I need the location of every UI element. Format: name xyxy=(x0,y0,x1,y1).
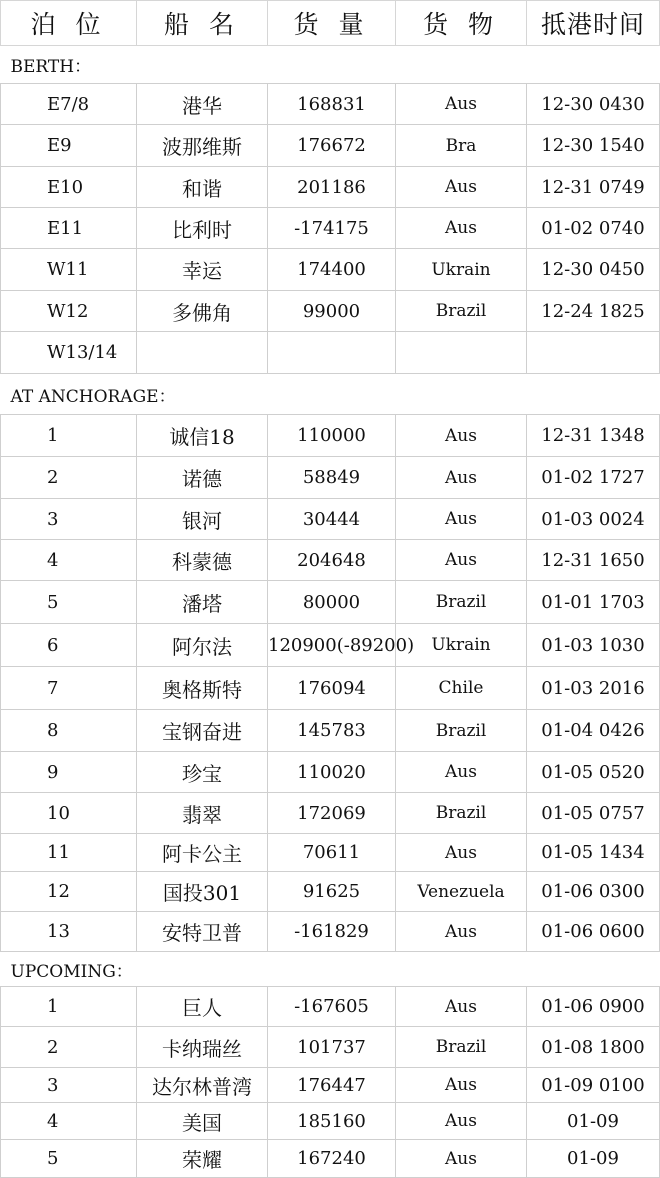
cargo-cell: Aus xyxy=(396,499,527,540)
ship-name-cell: 幸运 xyxy=(137,249,268,291)
quantity-cell: 58849 xyxy=(268,457,396,499)
berth-cell: 2 xyxy=(1,1027,137,1068)
table-row xyxy=(1,1068,660,1103)
ship-name-cell: 巨人 xyxy=(137,987,268,1027)
header-cargo: 货 物 xyxy=(396,1,527,46)
berth-cell: 7 xyxy=(1,667,137,710)
berth-cell: 1 xyxy=(1,987,137,1027)
quantity-cell: 204648 xyxy=(268,540,396,581)
quantity-cell: 99000 xyxy=(268,291,396,332)
cargo-cell: Aus xyxy=(396,752,527,793)
table-row xyxy=(1,710,660,752)
berth-cell: W11 xyxy=(1,249,137,291)
quantity-cell: 70611 xyxy=(268,834,396,872)
ship-name-cell: 波那维斯 xyxy=(137,125,268,167)
table-row xyxy=(1,752,660,793)
quantity-cell: 172069 xyxy=(268,793,396,834)
ship-name-cell: 美国 xyxy=(137,1103,268,1140)
cargo-cell: Brazil xyxy=(396,291,527,332)
quantity-cell: -161829 xyxy=(268,912,396,952)
quantity-cell: 201186 xyxy=(268,167,396,208)
berth-cell: 5 xyxy=(1,581,137,624)
quantity-cell: 120900(-89200) xyxy=(268,624,396,667)
eta-cell: 01-01 1703 xyxy=(527,581,660,624)
ship-name-cell: 国投301 xyxy=(137,872,268,912)
cargo-cell: Aus xyxy=(396,457,527,499)
eta-cell: 01-05 1434 xyxy=(527,834,660,872)
berth-cell: W13/14 xyxy=(1,332,137,374)
berth-cell: E11 xyxy=(1,208,137,249)
berth-cell: E7/8 xyxy=(1,84,137,125)
ship-name-cell: 阿尔法 xyxy=(137,624,268,667)
table-row xyxy=(1,415,660,457)
ship-name-cell: 达尔林普湾 xyxy=(137,1068,268,1103)
cargo-cell: Brazil xyxy=(396,581,527,624)
quantity-cell: 145783 xyxy=(268,710,396,752)
cargo-cell: Ukrain xyxy=(396,249,527,291)
quantity-cell: 176094 xyxy=(268,667,396,710)
cargo-cell: Brazil xyxy=(396,793,527,834)
cargo-cell: Aus xyxy=(396,987,527,1027)
berth-cell: W12 xyxy=(1,291,137,332)
table-row xyxy=(1,1103,660,1140)
table-row xyxy=(1,581,660,624)
header-berth: 泊 位 xyxy=(1,1,137,46)
ship-name-cell: 阿卡公主 xyxy=(137,834,268,872)
berth-cell: 8 xyxy=(1,710,137,752)
table-row xyxy=(1,624,660,667)
ship-name-cell: 安特卫普 xyxy=(137,912,268,952)
cargo-cell: Chile xyxy=(396,667,527,710)
ship-name-cell: 宝钢奋进 xyxy=(137,710,268,752)
table-row xyxy=(1,872,660,912)
eta-cell: 01-03 0024 xyxy=(527,499,660,540)
ship-name-cell: 奥格斯特 xyxy=(137,667,268,710)
berth-cell: 10 xyxy=(1,793,137,834)
eta-cell: 01-06 0900 xyxy=(527,987,660,1027)
quantity-cell xyxy=(268,332,396,374)
berth-cell: 5 xyxy=(1,1140,137,1178)
table-row xyxy=(1,457,660,499)
berth-cell: 9 xyxy=(1,752,137,793)
berth-cell: 1 xyxy=(1,415,137,457)
quantity-cell: 101737 xyxy=(268,1027,396,1068)
eta-cell: 01-04 0426 xyxy=(527,710,660,752)
eta-cell: 01-08 1800 xyxy=(527,1027,660,1068)
eta-cell: 01-06 0300 xyxy=(527,872,660,912)
quantity-cell: 30444 xyxy=(268,499,396,540)
table-row xyxy=(1,667,660,710)
ship-name-cell xyxy=(137,332,268,374)
ship-name-cell: 翡翠 xyxy=(137,793,268,834)
section-label: BERTH： xyxy=(1,46,660,84)
table-body xyxy=(1,1,660,1178)
quantity-cell: 168831 xyxy=(268,84,396,125)
eta-cell: 12-31 0749 xyxy=(527,167,660,208)
ship-name-cell: 诚信18 xyxy=(137,415,268,457)
table-row xyxy=(1,291,660,332)
table-row xyxy=(1,1140,660,1178)
eta-cell: 01-05 0520 xyxy=(527,752,660,793)
table-row xyxy=(1,249,660,291)
ship-name-cell: 和谐 xyxy=(137,167,268,208)
eta-cell: 12-30 0430 xyxy=(527,84,660,125)
cargo-cell: Brazil xyxy=(396,1027,527,1068)
eta-cell: 12-31 1650 xyxy=(527,540,660,581)
eta-cell: 01-02 0740 xyxy=(527,208,660,249)
berth-cell: 4 xyxy=(1,540,137,581)
section-label: AT ANCHORAGE： xyxy=(1,374,660,415)
cargo-cell: Aus xyxy=(396,1140,527,1178)
cargo-cell: Venezuela xyxy=(396,872,527,912)
cargo-cell: Aus xyxy=(396,84,527,125)
eta-cell: 01-09 0100 xyxy=(527,1068,660,1103)
table-row xyxy=(1,167,660,208)
header-eta: 抵港时间 xyxy=(527,1,660,46)
quantity-cell: 174400 xyxy=(268,249,396,291)
quantity-cell: -167605 xyxy=(268,987,396,1027)
table-row xyxy=(1,912,660,952)
berth-cell: 13 xyxy=(1,912,137,952)
berth-cell: 6 xyxy=(1,624,137,667)
quantity-cell: 80000 xyxy=(268,581,396,624)
quantity-cell: 176672 xyxy=(268,125,396,167)
cargo-cell: Aus xyxy=(396,415,527,457)
ship-name-cell: 多佛角 xyxy=(137,291,268,332)
cargo-cell: Aus xyxy=(396,1103,527,1140)
cargo-cell: Aus xyxy=(396,540,527,581)
eta-cell: 01-03 2016 xyxy=(527,667,660,710)
table-row xyxy=(1,499,660,540)
cargo-cell: Brazil xyxy=(396,710,527,752)
table-row xyxy=(1,540,660,581)
cargo-cell: Aus xyxy=(396,834,527,872)
eta-cell: 01-06 0600 xyxy=(527,912,660,952)
berth-cell: 12 xyxy=(1,872,137,912)
cargo-cell: Ukrain xyxy=(396,624,527,667)
ship-name-cell: 珍宝 xyxy=(137,752,268,793)
cargo-cell: Bra xyxy=(396,125,527,167)
berth-cell: 3 xyxy=(1,499,137,540)
cargo-cell: Aus xyxy=(396,912,527,952)
berth-cell: E10 xyxy=(1,167,137,208)
table-row xyxy=(1,834,660,872)
table-row xyxy=(1,84,660,125)
cargo-cell: Aus xyxy=(396,1068,527,1103)
eta-cell: 01-02 1727 xyxy=(527,457,660,499)
table-row xyxy=(1,332,660,374)
ship-name-cell: 卡纳瑞丝 xyxy=(137,1027,268,1068)
eta-cell: 01-09 xyxy=(527,1103,660,1140)
cargo-cell: Aus xyxy=(396,208,527,249)
ship-name-cell: 荣耀 xyxy=(137,1140,268,1178)
cargo-cell: Aus xyxy=(396,167,527,208)
quantity-cell: 185160 xyxy=(268,1103,396,1140)
cargo-cell xyxy=(396,332,527,374)
table-row xyxy=(1,208,660,249)
eta-cell: 01-05 0757 xyxy=(527,793,660,834)
berth-cell: 2 xyxy=(1,457,137,499)
eta-cell xyxy=(527,332,660,374)
section-upcoming xyxy=(1,952,660,987)
ship-name-cell: 科蒙德 xyxy=(137,540,268,581)
header-quantity: 货 量 xyxy=(268,1,396,46)
ship-name-cell: 港华 xyxy=(137,84,268,125)
header-ship-name: 船 名 xyxy=(137,1,268,46)
ship-name-cell: 银河 xyxy=(137,499,268,540)
table-row xyxy=(1,987,660,1027)
section-berth xyxy=(1,46,660,84)
eta-cell: 12-31 1348 xyxy=(527,415,660,457)
quantity-cell: 110020 xyxy=(268,752,396,793)
quantity-cell: 167240 xyxy=(268,1140,396,1178)
section-anchorage xyxy=(1,374,660,415)
section-label: UPCOMING： xyxy=(1,952,660,987)
table-row xyxy=(1,1027,660,1068)
quantity-cell: 176447 xyxy=(268,1068,396,1103)
eta-cell: 01-03 1030 xyxy=(527,624,660,667)
berth-cell: 11 xyxy=(1,834,137,872)
ship-name-cell: 诺德 xyxy=(137,457,268,499)
ship-name-cell: 潘塔 xyxy=(137,581,268,624)
table-row xyxy=(1,125,660,167)
quantity-cell: -174175 xyxy=(268,208,396,249)
berth-cell: 4 xyxy=(1,1103,137,1140)
header-row xyxy=(1,1,660,46)
table-row xyxy=(1,793,660,834)
berth-cell: E9 xyxy=(1,125,137,167)
quantity-cell: 91625 xyxy=(268,872,396,912)
ship-name-cell: 比利时 xyxy=(137,208,268,249)
quantity-cell: 110000 xyxy=(268,415,396,457)
eta-cell: 12-30 0450 xyxy=(527,249,660,291)
eta-cell: 12-30 1540 xyxy=(527,125,660,167)
berth-cell: 3 xyxy=(1,1068,137,1103)
eta-cell: 12-24 1825 xyxy=(527,291,660,332)
eta-cell: 01-09 xyxy=(527,1140,660,1178)
